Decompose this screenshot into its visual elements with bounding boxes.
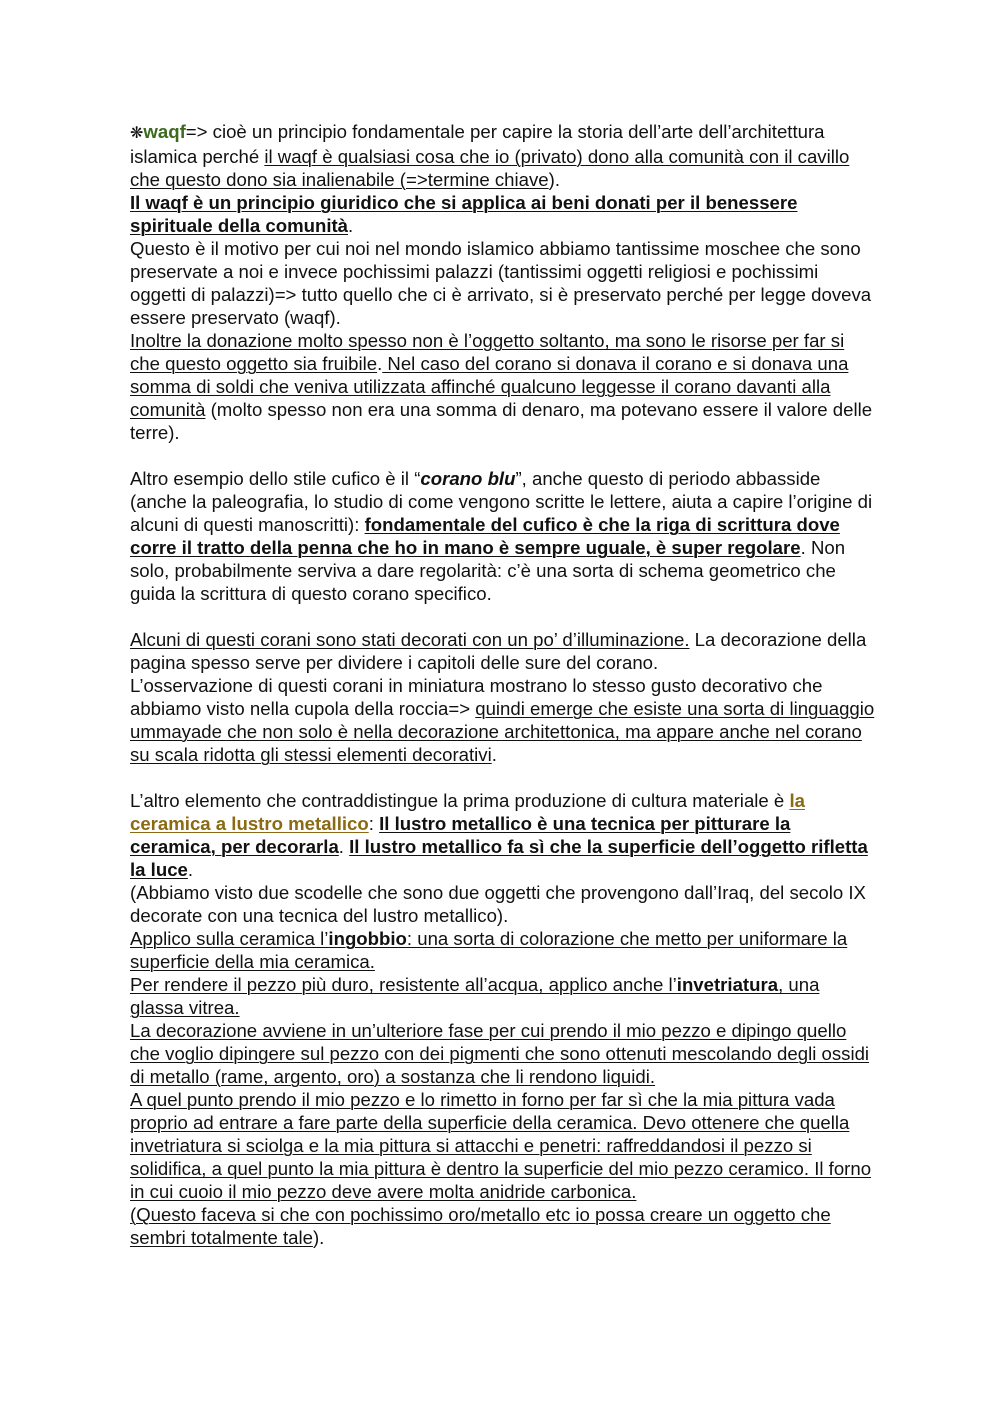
paragraph-ingobbio [130,927,875,973]
underlined-segment: Nel caso del corano si donava il corano e si donava una somma di soldi che veniva utilizzata affinché qualcuno leggesse il corano davanti alla comunità [130,353,849,420]
underlined-segment: Inoltre la donazione molto spesso non è l’oggetto soltanto, ma sono le risorse per far si che questo oggetto sia fruibile [130,330,845,374]
underlined-segment: Alcuni di questi corani sono stati decorati con un po’ d’illuminazione. [130,629,690,650]
text-segment: Questo è il motivo per cui noi nel mondo islamico abbiamo tantissime moschee che sono preservate a noi e invece pochissimi palazzi (tantissimi oggetti religiosi e pochissimi oggetti di palazzi)=> tutto quello che ci è arrivato, si è preservato perché per legge doveva essere preservato (waqf). [130,238,872,328]
paragraph-illumination [130,628,875,674]
text-segment: . [338,836,350,857]
paragraph-scodelle [130,881,875,927]
text-segment: . [377,353,383,374]
paragraph-miniature [130,674,875,766]
text-segment: L’osservazione di questi corani in miniatura mostrano lo stesso gusto decorativo che abbiamo visto nella cupola della roccia=> [130,675,823,719]
text-segment: (molto spesso non era una somma di denaro, ma potevano essere il valore delle terre). [130,399,873,443]
paragraph-invetriatura [130,973,875,1019]
paragraph-gap [130,444,875,467]
underlined-segment: il waqf è qualsiasi cosa che io (privato) dono alla comunità con il cavillo che questo dono sia inalienabile (=>termine chiave [130,146,850,190]
bold-italic-segment: corano blu [420,468,516,489]
paragraph-lustro-metallico [130,789,875,881]
paragraph-oro-metallo [130,1203,875,1249]
text-segment: Altro esempio dello stile cufico è il “ [130,468,421,489]
bold-underlined-segment: fondamentale del cufico è che la riga di scrittura dove corre il tratto della penna che ho in mano è sempre uguale, è super regolare [130,514,840,558]
text-segment: La decorazione della pagina spesso serve per dividere i capitoli delle sure del corano. [130,629,867,673]
paragraph-forno [130,1088,875,1203]
document-page [130,120,875,1249]
paragraph-corano-blu [130,467,875,605]
bold-underlined-segment: Il lustro metallico fa sì che la superficie dell’oggetto rifletta la luce [130,836,868,880]
paragraph-waqf-intro [130,120,875,191]
text-segment: . [187,859,194,880]
term-ceramica-lustro: la ceramica a lustro metallico [130,790,805,834]
underlined-segment: Applico sulla ceramica l’ [130,928,329,949]
underlined-segment: Per rendere il pezzo più duro, resistente all’acqua, applico anche l’ [130,974,677,995]
term-waqf: waqf [143,121,186,142]
bold-underlined-segment: ingobbio [328,928,407,949]
paragraph-decorazione [130,1019,875,1088]
paragraph-waqf-definition [130,191,875,237]
text-segment: (Abbiamo visto due scodelle che sono due oggetti che provengono dall’Iraq, del secolo IX decorate con una tecnica del lustro metallico). [130,882,866,926]
text-segment: . [348,215,354,236]
underlined-segment: A quel punto prendo il mio pezzo e lo rimetto in forno per far sì che la mia pittura vada proprio ad entrare a fare parte della superficie della ceramica. Devo ottenere che quella invetriatura si sciolga e la mia pittura si attacchi e penetri: raffreddandosi il pezzo si solidifica, a quel punto la mia pittura è dentro la superficie del mio pezzo ceramico. Il forno in cui cuoio il mio pezzo deve avere molta anidride carbonica. [130,1089,872,1202]
paragraph-mosques [130,237,875,329]
paragraph-gap [130,766,875,789]
underlined-segment: , una glassa vitrea. [130,974,820,1018]
bold-underlined-segment: Il waqf è un principio giuridico che si applica ai beni donati per il benessere spirituale della comunità [130,192,798,236]
paragraph-gap [130,605,875,628]
text-segment: : [368,813,380,834]
bold-underlined-segment: Il lustro metallico è una tecnica per pitturare la ceramica, per decorarla [130,813,791,857]
text-segment: . [491,744,497,765]
text-segment: ). [548,169,560,190]
text-segment: L’altro elemento che contraddistingue la prima produzione di cultura materiale è [130,790,790,811]
bold-underlined-segment: invetriatura [676,974,779,995]
flower-bullet-icon: ❋ [130,125,144,142]
text-segment: ”, anche questo di periodo abbasside (anche la paleografia, lo studio di come vengono scritte le lettere, aiuta a capire l’origine di alcuni di questi manoscritti): [130,468,873,535]
underlined-segment: : una sorta di colorazione che metto per uniformare la superficie della mia ceramica. [130,928,848,972]
text-segment: . Non solo, probabilmente serviva a dare regolarità: c’è una sorta di schema geometrico che guida la scrittura di questo corano specifico. [130,537,846,604]
paragraph-donation [130,329,875,444]
underlined-segment: (Questo faceva si che con pochissimo oro/metallo etc io possa creare un oggetto che sembri totalmente tale [130,1204,831,1248]
underlined-segment: quindi emerge che esiste una sorta di linguaggio ummayade che non solo è nella decorazione architettonica, ma appare anche nel corano su scala ridotta gli stessi elementi decorativi [130,698,875,765]
text-segment: ). [312,1227,325,1248]
underlined-segment: La decorazione avviene in un’ulteriore fase per cui prendo il mio pezzo e dipingo quello che voglio dipingere sul pezzo con dei pigmenti che sono ottenuti mescolando degli ossidi di metallo (rame, argento, oro) a sostanza che li rendono liquidi. [130,1020,870,1087]
text-segment: => cioè un principio fondamentale per capire la storia dell’arte dell’architettura islamica perché [130,121,825,167]
